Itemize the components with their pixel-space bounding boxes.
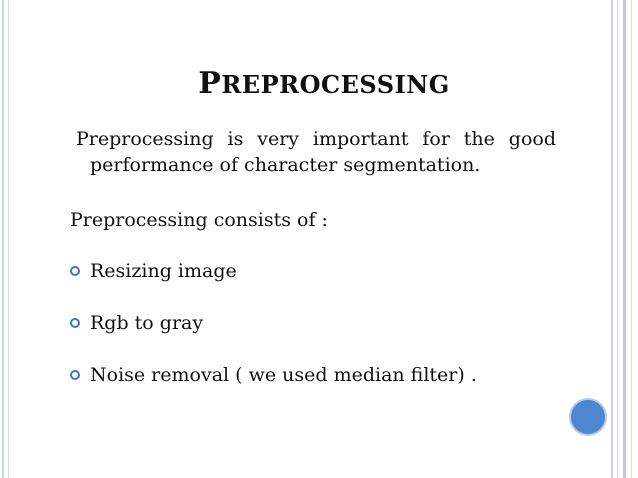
bullet-text: Resizing image	[90, 260, 237, 282]
list-item	[70, 258, 477, 284]
title-rest: REPROCESSING	[221, 70, 450, 99]
list-item	[70, 362, 477, 388]
bullet-ring-icon	[70, 370, 80, 380]
bullet-ring-icon	[70, 266, 80, 276]
list-item	[70, 310, 477, 336]
intro-line-2: performance of character segmentation.	[90, 154, 481, 176]
bullet-list	[70, 258, 477, 414]
intro-paragraph	[76, 126, 556, 178]
title-first-letter: P	[198, 66, 222, 101]
bullet-text: Noise removal ( we used median filter) .	[90, 364, 477, 386]
bullet-text: Rgb to gray	[90, 312, 204, 334]
consists-label: Preprocessing consists of :	[70, 209, 328, 231]
bullet-ring-icon	[70, 318, 80, 328]
decorative-circle-icon	[569, 398, 607, 436]
slide-title	[0, 66, 638, 103]
intro-line-1: Preprocessing is very important for the good	[76, 128, 556, 150]
